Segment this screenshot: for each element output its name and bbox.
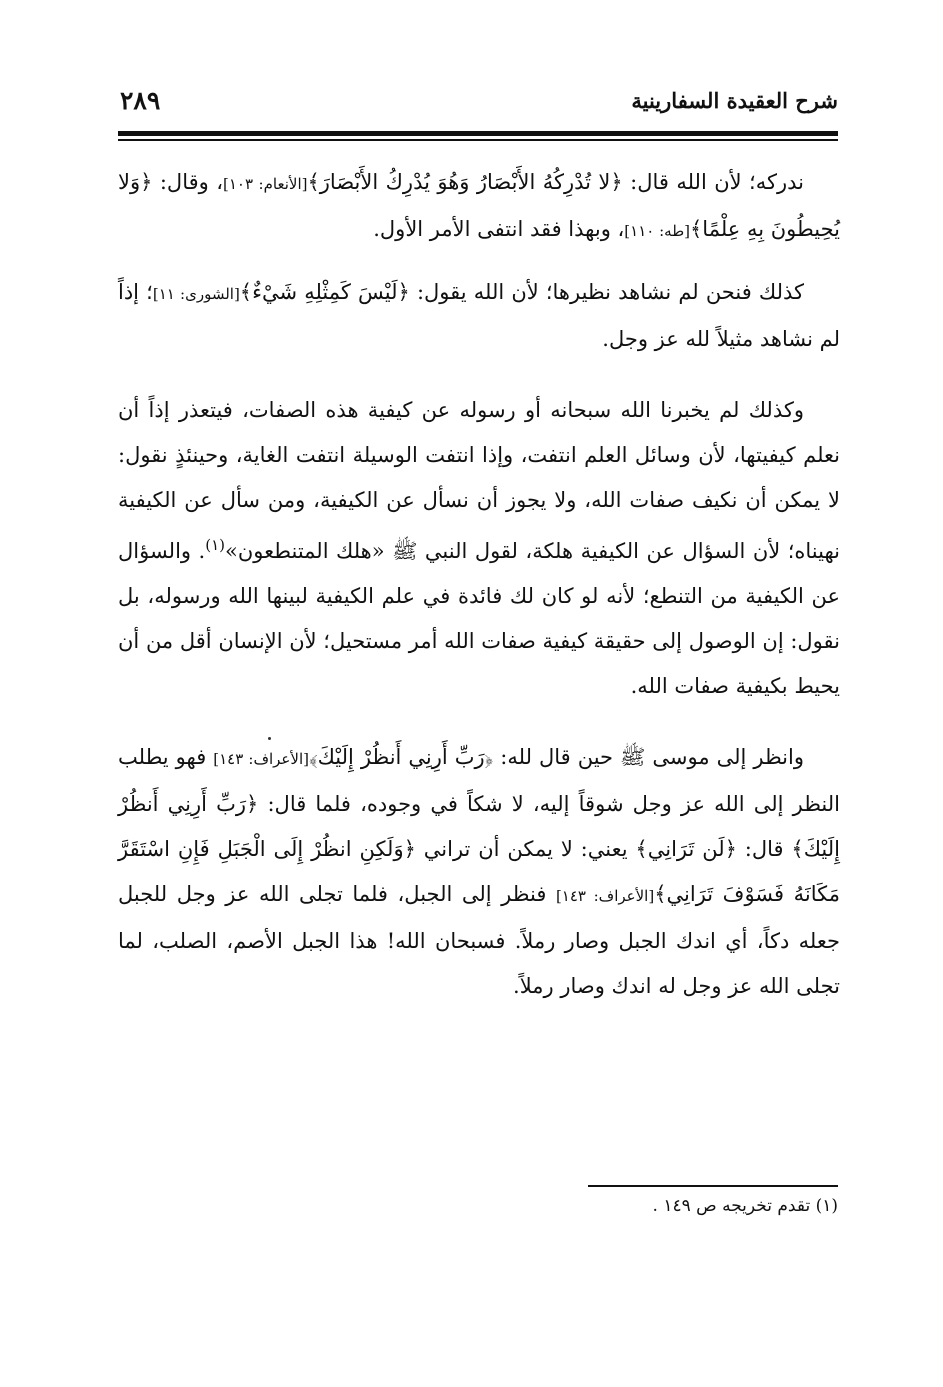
paragraph-1 bbox=[118, 160, 840, 254]
paragraph-2 bbox=[118, 270, 840, 362]
book-title: شرح العقيدة السفارينية bbox=[631, 88, 838, 113]
p3-text-1: وكذلك لم يخبرنا الله سبحانه أو رسوله عن كيفية هذه الصفات، فيتعذر إذاً أن نعلم كيفيتها، لأن وسائل العلم انتفت، وإذا انتفت الوسيلة انتفت الغاية، وحينئذٍ نقول: لا يمكن أن نكيف صفات الله، ولا يجوز أن نسأل عن الكيفية، ومن سأل عن الكيفية نهيناه؛ لأن السؤال عن الكيفية هلكة، لقول النبي ﷺ «هلك المتنطعون» bbox=[118, 398, 841, 563]
footnote-marker: (١) bbox=[205, 536, 225, 554]
p4-ref-2: [الأعراف: ١٤٣] bbox=[555, 887, 655, 905]
p2-ref-1: [الشورى: ١١] bbox=[152, 285, 240, 303]
footnote-rule bbox=[588, 1185, 838, 1187]
header-rule-thin bbox=[118, 139, 838, 141]
p4-text-1: وانظر إلى موسى ﷺ حين قال لله: ﴿رَبِّ أَرِنِي أَنظُرْ إِلَيْكَ﴾ bbox=[308, 745, 805, 769]
p1-text-2: ، وقال: ﴿وَلا يُحِيطُونَ بِهِ عِلْمًا﴾ bbox=[118, 170, 840, 241]
p1-ref-1: [الأنعام: ١٠٣] bbox=[223, 175, 308, 193]
p4-text-3: فنظر إلى الجبل، فلما تجلى الله عز وجل للجبل جعله دكاً، أي اندك الجبل وصار رملاً. فسبحان الله! هذا الجبل الأصم، الصلب، لما تجلى الله عز وجل له اندك وصار رملاً. bbox=[118, 882, 840, 998]
main-text bbox=[118, 160, 840, 1009]
scan-speck bbox=[268, 737, 271, 740]
paragraph-4 bbox=[118, 735, 840, 1009]
p2-text-2: ؛ إذاً لم نشاهد مثيلاً لله عز وجل. bbox=[118, 280, 840, 351]
p3-text-2: . والسؤال عن الكيفية من التنطع؛ لأنه لو كان لك فائدة في علم الكيفية لبينها الله ورسوله، بل نقول: إن الوصول إلى حقيقة كيفية صفات الله أمر مستحيل؛ لأن الإنسان أقل من أن يحيط بكيفية صفات الله. bbox=[118, 539, 840, 698]
page-number: ٢٨٩ bbox=[120, 86, 161, 115]
p2-text-1: كذلك فنحن لم نشاهد نظيرها؛ لأن الله يقول: ﴿لَيْسَ كَمِثْلِهِ شَيْءٌ﴾ bbox=[239, 280, 804, 304]
page-header bbox=[118, 88, 838, 128]
p1-ref-2: [طه: ١١٠] bbox=[624, 222, 690, 240]
header-rule-thick bbox=[118, 131, 838, 136]
paragraph-3 bbox=[118, 388, 840, 709]
p4-ref-1: [الأعراف: ١٤٣] bbox=[213, 750, 309, 768]
footnote: (١) تقدم تخريجه ص ١٤٩ . bbox=[652, 1196, 838, 1216]
p1-text-3: ، وبهذا فقد انتفى الأمر الأول. bbox=[373, 217, 625, 241]
p1-text-1: ندركه؛ لأن الله قال: ﴿لا تُدْرِكُهُ الأَبْصَارُ وَهُوَ يُدْرِكُ الأَبْصَارَ﴾ bbox=[307, 170, 804, 194]
p4-text-2: فهو يطلب النظر إلى الله عز وجل شوقاً إليه، لا شكاً في وجوده، فلما قال: ﴿رَبِّ أَرِنِي أَنظُرْ إِلَيْكَ﴾ قال: ﴿لَن تَرَانِي﴾ يعني: لا يمكن أن تراني ﴿وَلَكِنِ انظُرْ إِلَى الْجَبَلِ فَإِنِ اسْتَقَرَّ مَكَانَهُ فَسَوْفَ تَرَانِي﴾ bbox=[118, 745, 840, 906]
